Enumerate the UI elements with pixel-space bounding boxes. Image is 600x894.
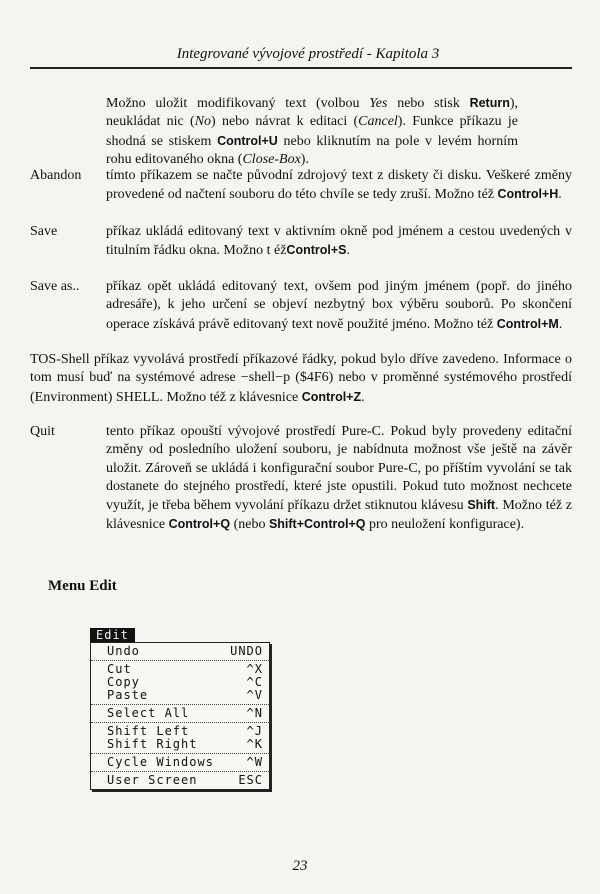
menu-item-label: Select All xyxy=(107,706,190,720)
menu-group-shift xyxy=(91,723,269,754)
save-as-entry xyxy=(30,278,572,334)
save-as-text: příkaz opět ukládá editovaný text, ovšem pod jiným jménem (popř. do jiného adresáře), k jeho určení se objeví nezbytný box výběru souborů. Po skončení operace získává právě editovaný text nově použité jméno. Možno též xyxy=(106,279,572,332)
abandon-definition xyxy=(106,167,572,205)
menu-item-shortcut: ^W xyxy=(246,755,263,769)
control-u-key: Control+U xyxy=(217,133,278,148)
menu-item-label: Paste xyxy=(107,688,149,702)
menu-item-shift-right[interactable] xyxy=(91,738,269,751)
menu-item-shortcut: ^N xyxy=(246,706,263,720)
control-z-key: Control+Z xyxy=(301,389,362,404)
section-title: Menu Edit xyxy=(48,578,117,594)
menu-group-select xyxy=(91,705,269,723)
page-number: 23 xyxy=(292,858,308,874)
edit-menu-dropdown xyxy=(90,642,270,790)
menu-item-shortcut: ^J xyxy=(246,724,263,738)
menu-group-windows xyxy=(91,754,269,772)
quit-text: (nebo xyxy=(230,517,269,533)
control-s-key: Control+S xyxy=(286,243,347,258)
menu-item-shortcut: ^K xyxy=(246,737,263,751)
quit-entry xyxy=(30,423,572,535)
running-header: Integrované vývojové prostředí - Kapitola 3 xyxy=(176,46,440,62)
menu-item-shortcut: ESC xyxy=(238,773,263,787)
tos-shell-definition xyxy=(30,351,572,407)
menu-group-screen xyxy=(91,772,269,789)
yes-option: Yes xyxy=(369,96,388,111)
no-option: No xyxy=(194,114,212,130)
abandon-term: Abandon xyxy=(30,168,82,183)
menu-item-label: Cycle Windows xyxy=(107,755,214,769)
menu-item-undo[interactable] xyxy=(91,645,269,658)
edit-menu-illustration xyxy=(90,628,270,790)
abandon-text: tímto příkazem se načte původní zdrojový text z diskety či disku. Veškeré změny provedené od načtení souboru do této chvíle se tedy zruší. Možno též xyxy=(106,168,572,203)
intro-text: ). xyxy=(300,151,309,167)
abandon-entry xyxy=(30,167,572,205)
menu-item-shortcut: UNDO xyxy=(230,644,263,658)
menu-item-shortcut: ^V xyxy=(246,688,263,702)
quit-end: pro neuložení konfigurace). xyxy=(365,517,525,533)
quit-text: . Možno též z klávesnice xyxy=(106,498,572,533)
intro-text: ) nebo návrat k editaci ( xyxy=(211,114,359,130)
menu-group-clipboard xyxy=(91,661,269,705)
intro-paragraph xyxy=(106,94,518,169)
menu-item-paste[interactable] xyxy=(91,689,269,702)
quit-term: Quit xyxy=(30,424,55,439)
menu-item-label: User Screen xyxy=(107,773,198,787)
tos-shell-end: . xyxy=(361,389,365,405)
menu-item-label: Shift Left xyxy=(107,724,190,738)
save-term: Save xyxy=(30,224,58,239)
quit-definition xyxy=(106,423,572,535)
intro-text: ). Funkce příkazu je shodná se stiskem xyxy=(106,114,519,149)
shift-control-q-key: Shift+Control+Q xyxy=(268,517,366,532)
save-as-definition xyxy=(106,278,572,334)
tos-shell-text: příkaz vyvolává prostředí příkazové řádky, pokud bylo dříve zavedeno. Informace o tom musí buď na systémové adrese −shell−p ($4F6) nebo v proměnné systémového prostředí (Environment) SHELL. Možno též z klávesnice xyxy=(30,352,572,405)
edit-menu-title[interactable]: Edit xyxy=(90,628,135,642)
menu-item-label: Cut xyxy=(107,662,132,676)
menu-item-user-screen[interactable] xyxy=(91,774,269,787)
menu-group-undo xyxy=(91,643,269,661)
menu-item-label: Shift Right xyxy=(107,737,198,751)
intro-text: ), neukládat nic ( xyxy=(106,96,519,130)
save-entry xyxy=(30,223,572,261)
cancel-option: Cancel xyxy=(358,114,398,130)
control-q-key: Control+Q xyxy=(168,517,231,532)
header-rule xyxy=(30,67,572,69)
intro-text: nebo stisk xyxy=(387,96,470,111)
menu-item-label: Copy xyxy=(107,675,140,689)
tos-shell-term: TOS-Shell xyxy=(30,352,90,367)
return-key: Return xyxy=(469,96,510,110)
intro-text: nebo kliknutím na pole v levém horním rohu editovaného okna ( xyxy=(106,133,518,167)
save-as-end: . xyxy=(558,316,563,332)
save-text: příkaz ukládá editovaný text v aktivním okně pod jménem a cestou uvedených v titulním řádku okna. Možno t éž xyxy=(106,224,572,259)
save-as-term: Save as.. xyxy=(30,279,80,294)
save-definition xyxy=(106,223,572,261)
intro-text: Možno uložit modifikovaný text (volbou xyxy=(106,96,370,111)
tos-shell-entry xyxy=(30,351,572,407)
save-end: . xyxy=(346,243,350,259)
control-m-key: Control+M xyxy=(496,316,559,331)
shift-key: Shift xyxy=(467,498,496,513)
abandon-end: . xyxy=(558,187,562,203)
menu-item-select-all[interactable] xyxy=(91,707,269,720)
menu-item-cycle-windows[interactable] xyxy=(91,756,269,769)
menu-item-label: Undo xyxy=(107,644,140,658)
menu-item-shortcut: ^X xyxy=(246,662,263,676)
quit-text: tento příkaz opouští vývojové prostředí Pure-C. Pokud byly provedeny editační změny od posledního uložení souboru, je nabídnuta možnost vše ještě na závěr uložit. Zároveň se ukládá i konfigurační soubor Pure-C, po příštím vyvolání se tak dostanete do stejného prostředí, které jste opustili. Pokud tuto možnost nechcete využít, je třeba během vyvolání příkazu držet stiknutou klávesu xyxy=(106,424,572,514)
close-box-term: Close-Box xyxy=(242,151,301,167)
menu-item-shortcut: ^C xyxy=(246,675,263,689)
control-h-key: Control+H xyxy=(497,187,559,202)
